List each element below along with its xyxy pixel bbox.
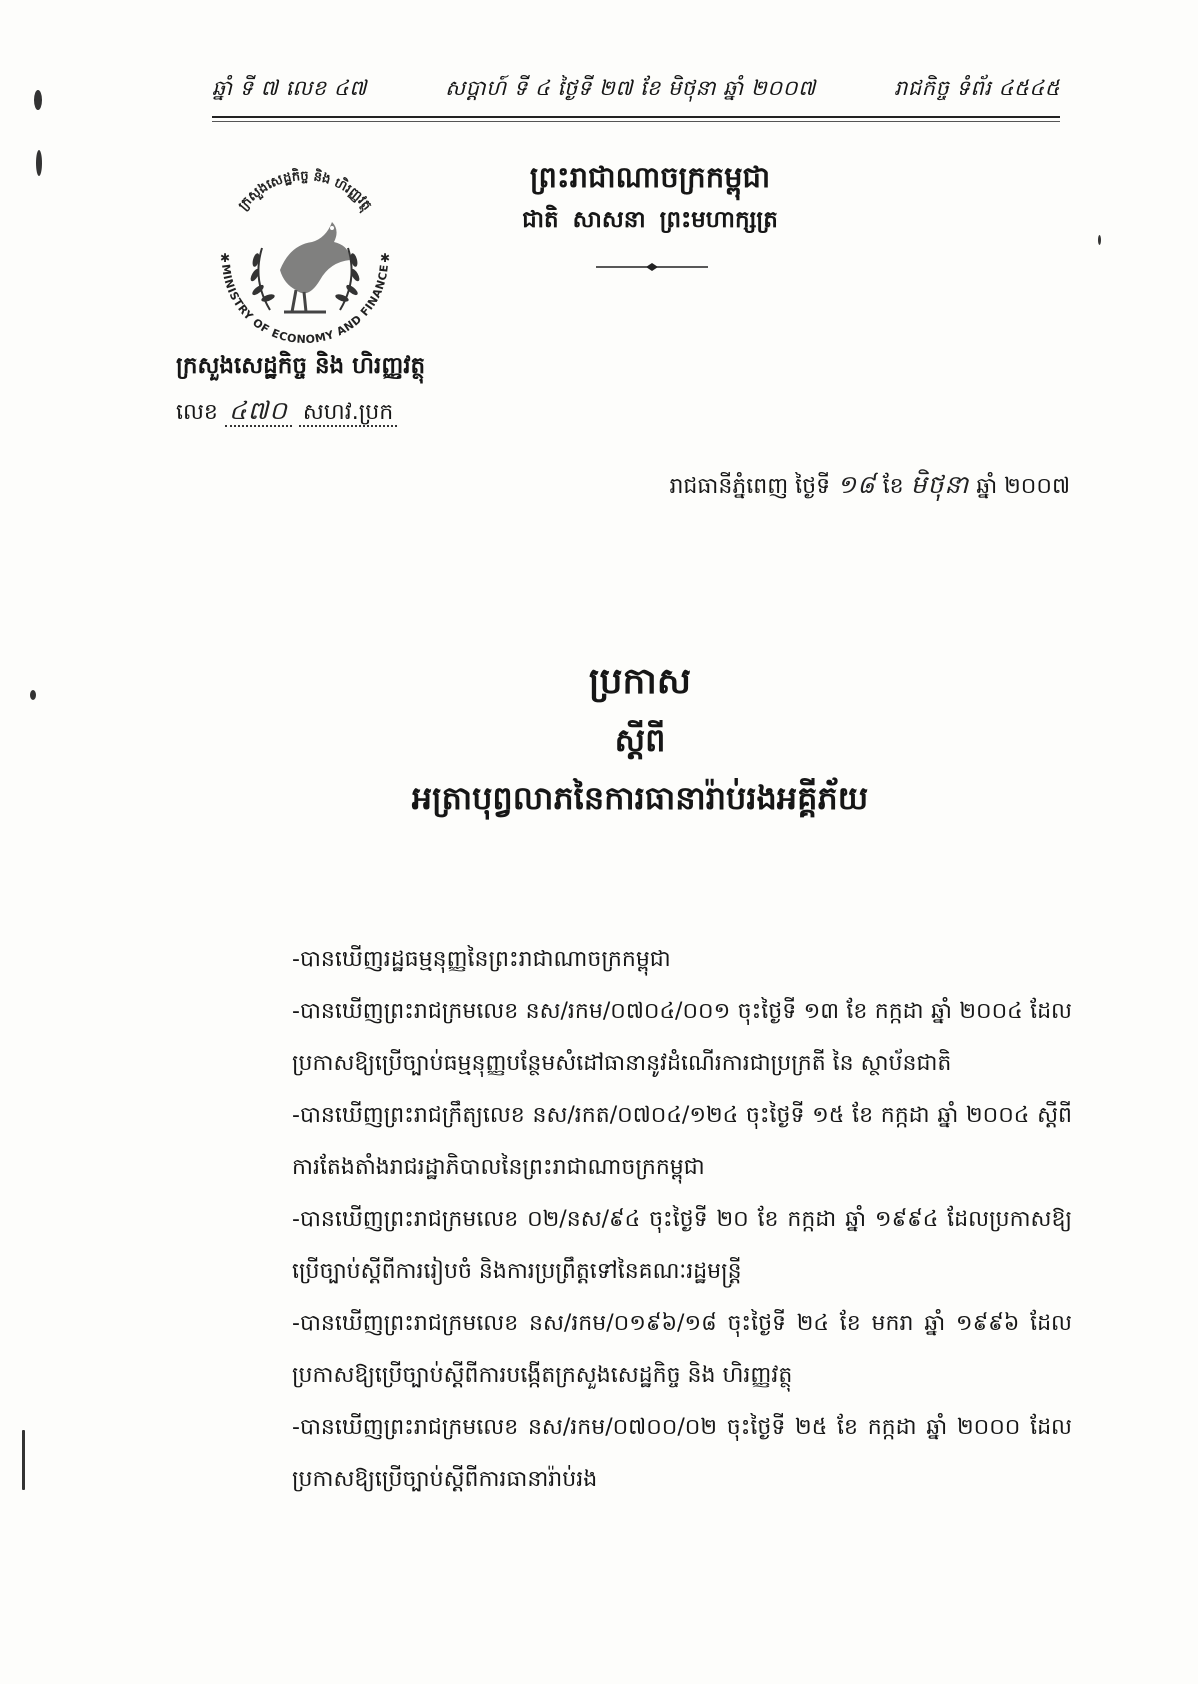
ministry-name: ក្រសួងសេដ្ឋកិច្ច និង ហិរញ្ញវត្ថុ [176, 353, 426, 379]
svg-text:✱: ✱ [220, 251, 231, 265]
svg-text:ក្រសួងសេដ្ឋកិច្ច និង ហិរញ្ញវត្ [236, 167, 374, 214]
date-line [560, 470, 1070, 506]
considerations-list [292, 934, 1072, 1506]
date-month-prefix: ខែ [882, 474, 904, 499]
svg-text:✱: ✱ [380, 251, 391, 265]
seal-khmer-text: ក្រសួងសេដ្ឋកិច្ច និង ហិរញ្ញវត្ថុ [235, 168, 375, 214]
reference-suffix: សហវ.ប្រក [299, 400, 397, 427]
document-about-label: ស្តីពី [614, 721, 666, 759]
motto-divider [596, 262, 708, 272]
scan-speck [22, 1430, 25, 1490]
seal-english-text: MINISTRY OF ECONOMY AND FINANCE [218, 263, 391, 347]
kingdom-name: ព្រះរាជាណាចក្រកម្ពុជា [529, 160, 771, 194]
reference-number-line [176, 396, 506, 432]
date-month-handwritten: មិថុនា [910, 470, 970, 499]
consideration-item: -បានឃើញព្រះរាជក្រមលេខ នស/រកម/០១៩៦/១៨ ចុះថ្ងៃទី ២៤ ខែ មករា ឆ្នាំ ១៩៩៦ ដែលប្រកាសឱ្យប្រើច្បាប់ស្តីពីការបង្កើតក្រសួងសេដ្ឋកិច្ច និង ហិរញ្ញវត្ថុ [292, 1311, 1072, 1388]
date-year: ឆ្នាំ ២០០៧ [976, 474, 1070, 499]
gazette-issue: ឆ្នាំ ទី ៧ លេខ ៤៧ [212, 75, 367, 100]
consideration-item: -បានឃើញរដ្ឋធម្មនុញ្ញនៃព្រះរាជាណាចក្រកម្ពុជា [292, 947, 671, 972]
consideration-item: -បានឃើញព្រះរាជក្រឹត្យលេខ នស/រកត/០៧០៤/១២៤ ចុះថ្ងៃទី ១៥ ខែ កក្កដា ឆ្នាំ ២០០៤ ស្តីពីការតែងតាំងរាជរដ្ឋាភិបាលនៃព្រះរាជាណាចក្រកម្ពុជា [292, 1103, 1072, 1180]
kingdom-motto: ជាតិ សាសនា ព្រះមហាក្សត្រ [522, 207, 778, 233]
gazette-page-number: រាជកិច្ច ទំព័រ ៤៥៤៥ [894, 75, 1060, 100]
document-type-title: ប្រកាស [588, 661, 692, 702]
date-place-prefix: រាជធានីភ្នំពេញ ថ្ងៃទី [669, 474, 831, 499]
ministry-seal-icon [200, 150, 410, 360]
consideration-item: -បានឃើញព្រះរាជក្រមលេខ នស/រកម/០៧០៤/០០១ ចុះថ្ងៃទី ១៣ ខែ កក្កដា ឆ្នាំ ២០០៤ ដែលប្រកាសឱ្យប្រើច្បាប់ធម្មនុញ្ញបន្ថែមសំដៅធានានូវដំណើរការជាប្រក្រតី នៃ ស្ថាប័នជាតិ [292, 999, 1072, 1076]
date-day-handwritten: ១៨ [837, 470, 876, 499]
scan-speck [34, 90, 42, 110]
consideration-item: -បានឃើញព្រះរាជក្រមលេខ ០២/នស/៩៤ ចុះថ្ងៃទី ២០ ខែ កក្កដា ឆ្នាំ ១៩៩៤ ដែលប្រកាសឱ្យប្រើច្បាប់ស្តីពីការរៀបចំ និងការប្រព្រឹត្តទៅនៃគណៈរដ្ឋមន្ត្រី [292, 1207, 1072, 1284]
header-divider [212, 116, 1060, 122]
scan-speck [36, 150, 42, 176]
gazette-header [212, 70, 1060, 110]
scan-speck [30, 690, 36, 700]
reference-number-handwritten: ៤៧០ [225, 396, 292, 427]
reference-prefix: លេខ [176, 400, 218, 425]
document-subject: អត្រាបុព្វលាភនៃការធានារ៉ាប់រងអគ្គីភ័យ [411, 779, 869, 817]
consideration-item: -បានឃើញព្រះរាជក្រមលេខ នស/រកម/០៧០០/០២ ចុះថ្ងៃទី ២៥ ខែ កក្កដា ឆ្នាំ ២០០០ ដែលប្រកាសឱ្យប្រើច្បាប់ស្តីពីការធានារ៉ាប់រង [292, 1415, 1072, 1492]
scan-speck [1098, 235, 1101, 245]
gazette-week-date: សប្តាហ៍ ទី ៤ ថ្ងៃទី ២៧ ខែ មិថុនា ឆ្នាំ ២០០៧ [445, 75, 816, 100]
